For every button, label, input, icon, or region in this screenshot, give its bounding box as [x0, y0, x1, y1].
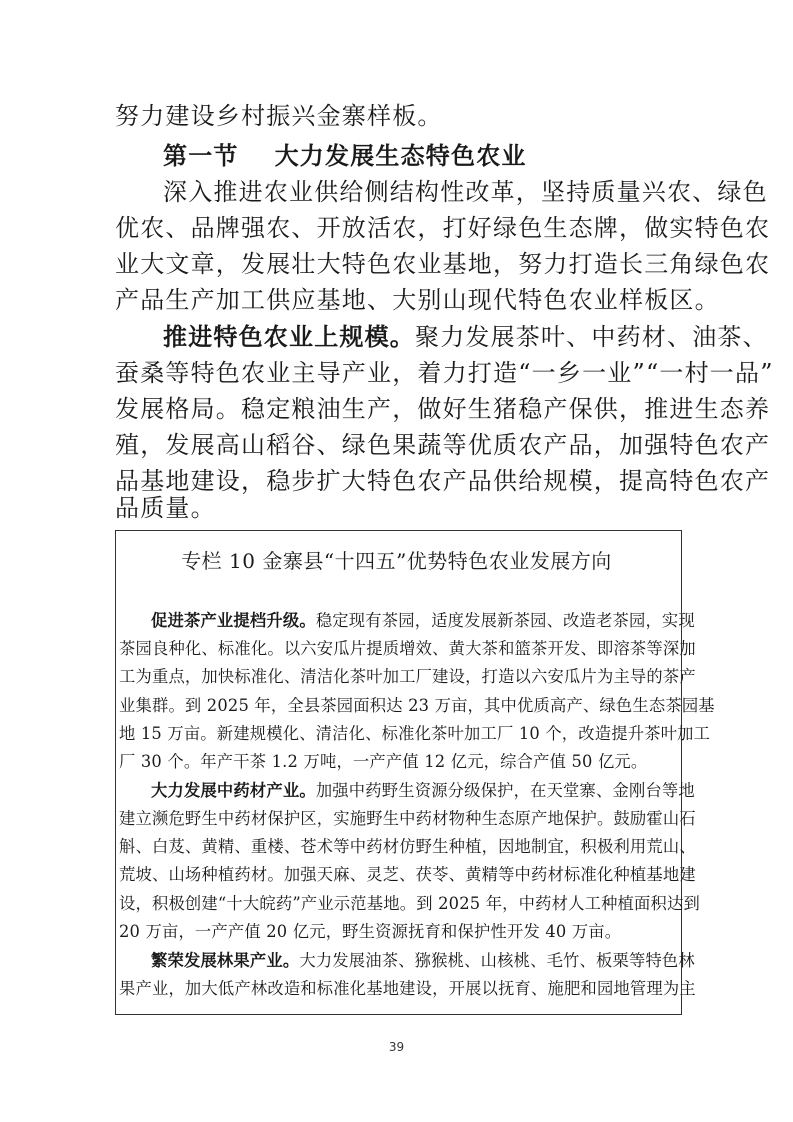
box-line: 地 15 万亩。新建规模化、清洁化、标准化茶叶加工厂 10 个，改造提升茶叶加工: [119, 724, 711, 743]
paragraph-text: 聚力发展茶叶、中药材、油茶、: [415, 323, 768, 351]
box-line: [151, 610, 695, 632]
box-line: [151, 950, 695, 972]
body-line: 发展格局。稳定粮油生产，做好生猪稳产保供，推进生态养: [115, 395, 771, 423]
paragraph-lead: 繁荣发展林果产业。: [151, 951, 300, 970]
box-line: 果产业，加大低产林改造和标准化基地建设，开展以抚育、施肥和园地管理为主: [119, 979, 696, 998]
box-line: 茶园良种化、标准化。以六安瓜片提质增效、黄大茶和篮茶开发、即溶茶等深加: [119, 639, 696, 658]
box-line: 设，积极创建“十大皖药”产业示范基地。到 2025 年，中药材人工种植面积达到: [119, 894, 700, 913]
section-title: 大力发展生态特色农业: [274, 141, 527, 170]
body-line: 品质量。: [115, 494, 216, 522]
box-line: 荒坡、山场种植药材。加强天麻、灵芝、茯苓、黄精等中药材标准化种植基地建: [119, 865, 696, 884]
body-line: 优农、品牌强农、开放活农，打好绿色生态牌，做实特色农: [115, 214, 771, 242]
paragraph-lead: 推进特色农业上规模。: [163, 322, 415, 351]
section-heading: [163, 141, 527, 171]
box-line: 20 万亩，一产产值 20 亿元，野生资源抚育和保护性开发 40 万亩。: [119, 922, 622, 941]
box-line: 斛、白芨、黄精、重楼、苍术等中药材仿野生种植，因地制宜，积极利用荒山、: [119, 837, 696, 856]
paragraph-text: 加强中药野生资源分级保护，在天堂寨、金刚台等地: [315, 781, 695, 800]
body-line: 努力建设乡村振兴金寨样板。: [115, 102, 443, 130]
paragraph-text: 稳定现有茶园，适度发展新茶园、改造老茶园，实现: [315, 611, 695, 630]
paragraph-lead: 促进茶产业提档升级。: [151, 611, 316, 630]
page-number: 39: [388, 1040, 405, 1054]
body-line: 深入推进农业供给侧结构性改革，坚持质量兴农、绿色: [163, 178, 768, 206]
body-line: 产品生产加工供应基地、大别山现代特色农业样板区。: [115, 286, 720, 314]
box-line: 业集群。到 2025 年，全县茶园面积达 23 万亩，其中优质高产、绿色生态茶园基: [119, 696, 715, 715]
section-number: 第一节: [163, 141, 239, 170]
body-line: [163, 322, 768, 352]
box-line: [151, 780, 695, 802]
body-line: 品基地建设，稳步扩大特色农产品供给规模，提高特色农产: [115, 467, 771, 495]
paragraph-lead: 大力发展中药材产业。: [151, 781, 316, 800]
box-title: 专栏 10 金寨县“十四五”优势特色农业发展方向: [181, 549, 612, 573]
paragraph-text: 大力发展油茶、猕猴桃、山核桃、毛竹、板栗等特色林: [299, 951, 695, 970]
box-line: 厂 30 个。年产干茶 1.2 万吨，一产产值 12 亿元，综合产值 50 亿元。: [119, 752, 648, 771]
box-line: 工为重点，加快标准化、清洁化茶叶加工厂建设，打造以六安瓜片为主导的茶产: [119, 667, 696, 686]
body-line: 蚕桑等特色农业主导产业，着力打造“一乡一业”“一村一品”: [115, 359, 774, 387]
box-line: 建立濒危野生中药材保护区，实施野生中药材物种生态原产地保护。鼓励霍山石: [119, 809, 696, 828]
body-line: 殖，发展高山稻谷、绿色果蔬等优质农产品，加强特色农产: [115, 431, 771, 459]
body-line: 业大文章，发展壮大特色农业基地，努力打造长三角绿色农: [115, 250, 771, 278]
